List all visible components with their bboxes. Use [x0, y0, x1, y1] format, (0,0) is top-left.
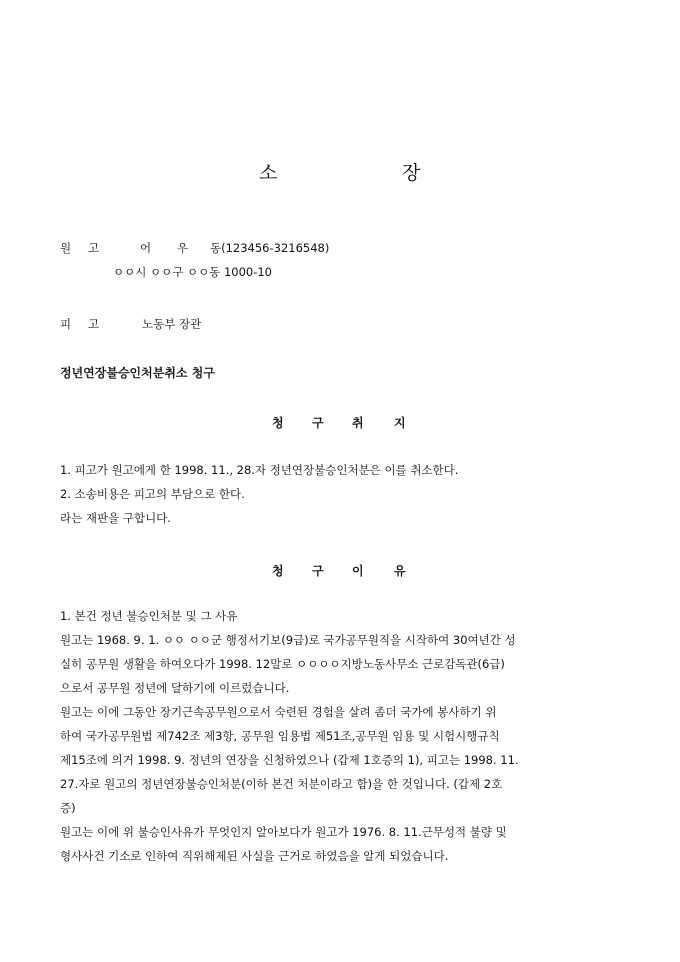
claim-content	[60, 458, 628, 530]
claim-line: 라는 재판을 구합니다.	[60, 511, 171, 525]
reason-line: 1. 본건 정년 불승인처분 및 그 사유	[60, 609, 238, 623]
case-title: 정년연장불승인처분취소 청구	[60, 366, 215, 380]
reason-line: 형사사건 기소로 인하여 직위해제된 사실을 근거로 하였음을 알게 되었습니다.	[60, 849, 449, 863]
reason-line: 원고는 이에 그동안 장기근속공무원으로서 숙련된 경험을 살려 좀더 국가에 봉사하기 위	[60, 705, 497, 719]
reason-line: 제15조에 의거 1998. 9. 정년의 연장을 신청하였으나 (갑제 1호증의 1), 피고는 1998. 11.	[60, 753, 519, 767]
reason-line: 증)	[60, 801, 76, 815]
document-title-char-2: 장	[402, 162, 421, 184]
reason-line: 27.자로 원고의 정년연장불승인처분(이하 본건 처분이라고 함)을 한 것입니다. (갑제 2호	[60, 777, 503, 791]
claim-heading-char-3: 취	[352, 416, 364, 430]
reason-content	[60, 604, 628, 868]
reason-line: 원고는 이에 위 불승인사유가 무엇인지 알아보다가 원고가 1976. 8. 11.근무성적 불량 및	[60, 825, 507, 839]
plaintiff-label-char-1: 원	[60, 241, 72, 255]
plaintiff-address: ㅇㅇ시 ㅇㅇ구 ㅇㅇ동 1000-10	[113, 265, 272, 279]
reason-line: 하여 국가공무원법 제742조 제3항, 공무원 임용법 제51조,공무원 임용 및 시험시행규칙	[60, 729, 500, 743]
defendant-label-char-1: 피	[60, 317, 72, 331]
reason-line: 으로서 공무원 정년에 달하기에 이르렀습니다.	[60, 681, 290, 695]
plaintiff-name-char-1: 어	[140, 241, 152, 255]
claim-line: 2. 소송비용은 피고의 부담으로 한다.	[60, 487, 245, 501]
defendant-label-char-2: 고	[88, 317, 100, 331]
reason-heading-char-4: 유	[394, 564, 406, 578]
reason-heading-char-1: 청	[272, 564, 284, 578]
claim-line: 1. 피고가 원고에게 한 1998. 11., 28.자 정년연장불승인처분은 이를 취소한다.	[60, 463, 459, 477]
plaintiff-name-char-2: 우	[177, 241, 189, 255]
defendant-name: 노동부 장관	[142, 317, 202, 331]
reason-heading-char-3: 이	[352, 564, 364, 578]
plaintiff-name-char-3: 동(123456-3216548)	[210, 241, 330, 255]
reason-line: 원고는 1968. 9. 1. ㅇㅇ ㅇㅇ군 행정서기보(9급)로 국가공무원직을 시작하여 30여년간 성	[60, 633, 516, 647]
claim-heading-char-1: 청	[272, 416, 284, 430]
claim-heading-char-4: 지	[394, 416, 406, 430]
reason-line: 실히 공무원 생활을 하여오다가 1998. 12말로 ㅇㅇㅇㅇ지방노동사무소 근로감독관(6급)	[60, 657, 505, 671]
plaintiff-label-char-2: 고	[88, 241, 100, 255]
reason-heading-char-2: 구	[312, 564, 324, 578]
claim-heading-char-2: 구	[312, 416, 324, 430]
document-title-char-1: 소	[259, 162, 278, 184]
